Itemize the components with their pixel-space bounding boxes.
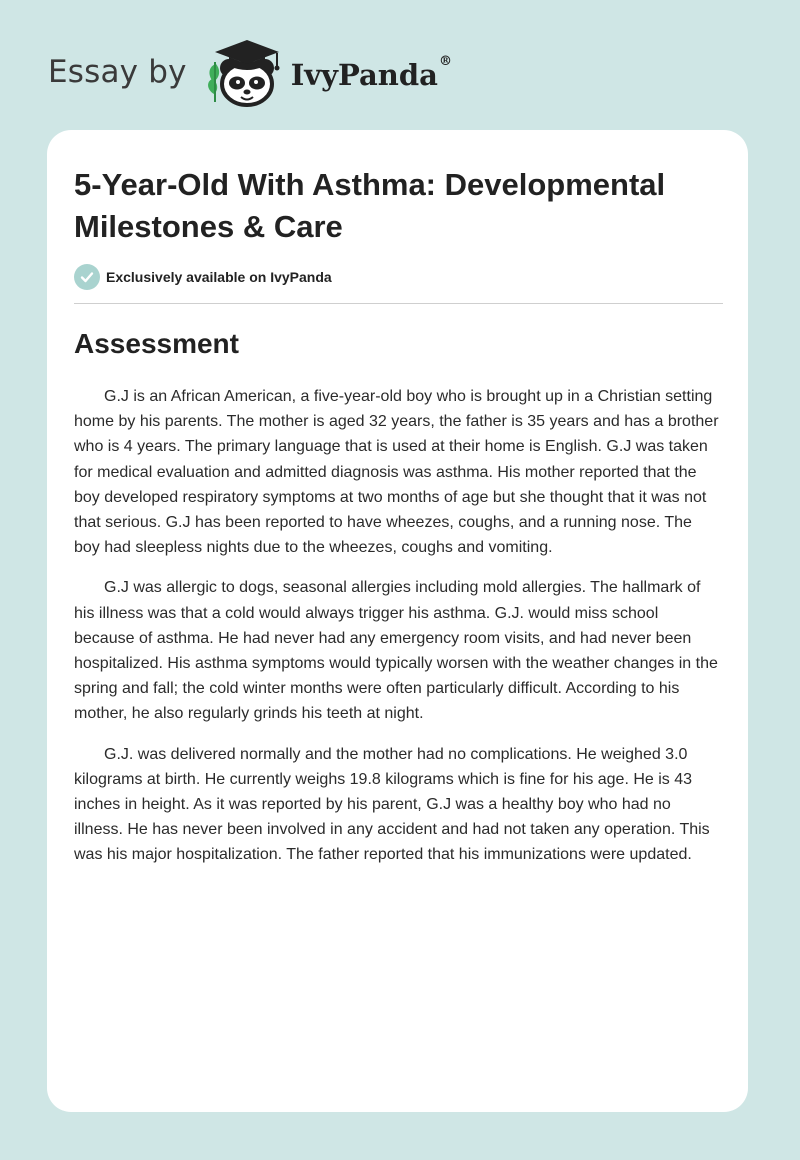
exclusive-badge — [74, 264, 332, 290]
paragraph: G.J. was delivered normally and the mother had no complications. He weighed 3.0 kilograms at birth. He currently weighs 19.8 kilograms which is fine for his age. He is 43 inches in height. As it was reported by his parent, G.J was a healthy boy who had no illness. He has never been involved in any accident and had not taken any operation. This was his major hospitalization. The father reported that his immunizations were updated. — [74, 745, 710, 864]
exclusive-label: Exclusively available on IvyPanda — [106, 269, 332, 285]
check-icon — [74, 264, 100, 290]
section-heading: Assessment — [74, 328, 239, 359]
page-title: 5-Year-Old With Asthma: Developmental Milestones & Care — [74, 167, 666, 244]
brand-name[interactable]: IvyPanda® — [290, 54, 452, 92]
divider — [74, 303, 723, 304]
essay-card — [47, 130, 748, 1112]
panda-graduate-icon[interactable] — [201, 32, 289, 108]
paragraph: G.J was allergic to dogs, seasonal allergies including mold allergies. The hallmark of his illness was that a cold would always trigger his asthma. G.J. would miss school because of asthma. He had never had any emergency room visits, and had never been hospitalized. His asthma symptoms would typically worsen with the weather changes in the spring and fall; the cold winter months were often particularly difficult. According to his mother, he also regularly grinds his teeth at night. — [74, 579, 718, 723]
paragraph: G.J is an African American, a five-year-old boy who is brought up in a Christian setting home by his parents. The mother is aged 32 years, the father is 35 years and has a brother who is 4 years. The primary language that is used at their home is English. G.J was taken for medical evaluation and admitted diagnosis was asthma. His mother reported that the boy developed respiratory symptoms at two months of age but she thought that it was not that serious. G.J has been reported to have wheezes, coughs, and a running nose. The boy had sleepless nights due to the wheezes, coughs and vomiting. — [74, 388, 719, 557]
leaf-icon — [208, 62, 219, 102]
registered-mark: ® — [438, 54, 452, 69]
article-body — [74, 384, 722, 883]
essay-by-label: Essay by — [48, 54, 187, 90]
site-header — [48, 36, 452, 108]
